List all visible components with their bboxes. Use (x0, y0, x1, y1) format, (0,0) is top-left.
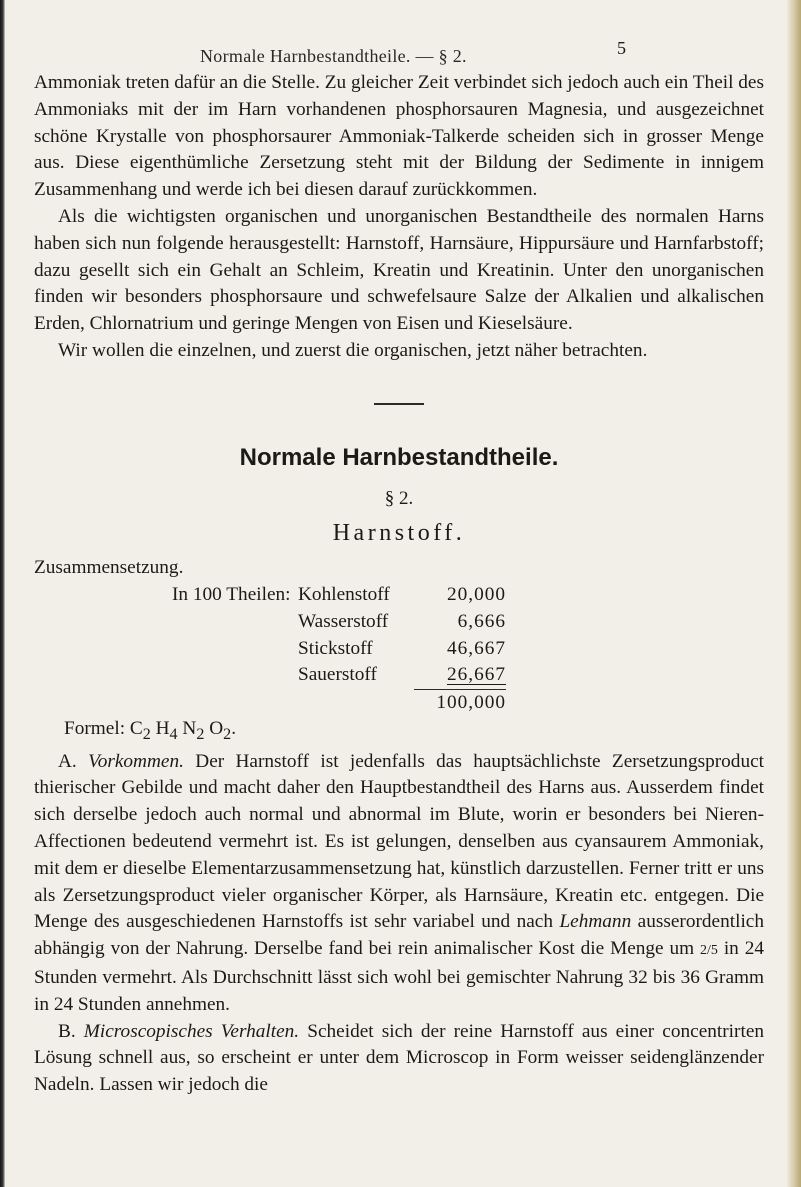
formula-element: C (129, 717, 143, 739)
composition-lead: In 100 Theilen: (172, 583, 291, 605)
section-a-text: in 24 Stunden vermehrt. Als Durchschnitt lässt sich wohl bei gemischter Nahrung 32 bis 36 Gramm in 24 Stunden annehmen. (34, 938, 764, 1015)
composition-table (172, 582, 764, 716)
page-edge-left (0, 0, 5, 1187)
composition-row (172, 582, 764, 609)
formula-subscript: 4 (169, 725, 178, 743)
formula-suffix: . (231, 717, 237, 739)
chapter-heading: Normale Harnbestandtheile. (239, 443, 559, 471)
section-b-text: Scheidet sich der reine Harnstoff aus einer concentrirten Lösung schnell aus, so erscheint er unter dem Microscop in Form weisser seidenglänzender Nadeln. Lassen wir jedoch die (34, 1020, 765, 1096)
section-divider (374, 403, 424, 405)
section-a-text: Der Harnstoff ist jedenfalls das hauptsächlichste Zersetzungsproduct thierischer Gebilde und macht daher den Hauptbestandtheil des Harns aus. Ausserdem findet sich derselbe jedoch auch normal und abnormal im Blute, worin er besonders bei Nieren-Affectionen bedeutend vermehrt ist. Es ist gelungen, denselben aus cyansaurem Ammoniak, mit dem er dieselbe Elementarzusammensetzung hat, künstlich darzustellen. Ferner tritt er uns als Zersetzungsproduct vieler organischer Körper, als Harnsäure, Kreatin etc. entgegen. Die Menge des ausgeschiedenen Harnstoffs ist sehr variabel und nach (34, 750, 764, 933)
element-name: Stickstoff (298, 637, 373, 659)
page-edge-right (787, 0, 801, 1187)
formula-prefix: Formel: (64, 717, 130, 739)
section-a-label: A. (58, 750, 77, 772)
element-value: 6,666 (457, 610, 506, 632)
element-value: 20,000 (446, 583, 506, 605)
element-value: 26,667 (446, 664, 506, 686)
running-title: Normale Harnbestandtheile. — § 2. (200, 46, 467, 66)
section-a-title: Vorkommen. (88, 750, 184, 772)
section-number: § 2. (384, 487, 414, 509)
formula-element: O (204, 717, 224, 739)
fraction: 2/5 (700, 943, 718, 959)
section-b-title: Microscopisches Verhalten. (83, 1020, 300, 1042)
composition-row (172, 609, 764, 636)
author-name: Lehmann (559, 911, 632, 933)
composition-row (172, 636, 764, 663)
element-name: Wasserstoff (298, 610, 389, 632)
composition-total: 100,000 (414, 689, 506, 716)
page-body (34, 70, 764, 1099)
chemical-formula (64, 716, 764, 749)
formula-element: H (150, 717, 170, 739)
intro-paragraph: Wir wollen die einzelnen, und zuerst die organischen, jetzt näher betrachten. (58, 339, 648, 361)
formula-subscript: 2 (142, 725, 151, 743)
section-b-label: B. (58, 1020, 76, 1042)
section-a-text: ausserordentlich abhängig von der Nahrung. Derselbe fand bei rein animalischer Kost die Menge um (34, 911, 765, 960)
formula-subscript: 2 (196, 725, 205, 743)
section-title: Harnstoff. (332, 520, 466, 547)
page-number: 5 (617, 38, 627, 58)
composition-total-row (172, 689, 764, 716)
composition-label: Zusammensetzung. (34, 557, 184, 579)
element-value: 46,667 (446, 637, 506, 659)
intro-paragraph: Ammoniak treten dafür an die Stelle. Zu gleicher Zeit verbindet sich jedoch auch ein Theil des Ammoniaks mit der im Harn vorhandenen phosphorsauren Magnesia, und ausgezeichnet schöne Krystalle von phosphorsaurer Ammoniak-Talkerde scheiden sich in grosser Menge aus. Diese eigenthümliche Zersetzung steht mit der Bildung der Sedimente in innigem Zusammenhang und werde ich bei diesen darauf zurückkommen. (34, 72, 764, 201)
formula-subscript: 2 (223, 725, 232, 743)
composition-row (172, 662, 764, 689)
section-a-paragraph (34, 749, 764, 1019)
element-name: Sauerstoff (298, 664, 377, 686)
section-b-paragraph (34, 1019, 764, 1099)
formula-element: N (177, 717, 197, 739)
intro-paragraph: Als die wichtigsten organischen und unorganischen Bestandtheile des normalen Harns haben sich nun folgende herausgestellt: Harnstoff, Harnsäure, Hippursäure und Harnfarbstoff; dazu gesellt sich ein Gehalt an Schleim, Kreatin und Kreatinin. Unter den unorganischen finden wir besonders phosphorsaure und schwefelsaure Salze der Alkalien und alkalischen Erden, Chlornatrium und geringe Mengen von Eisen und Kieselsäure. (34, 205, 764, 335)
element-name: Kohlenstoff (298, 583, 390, 605)
